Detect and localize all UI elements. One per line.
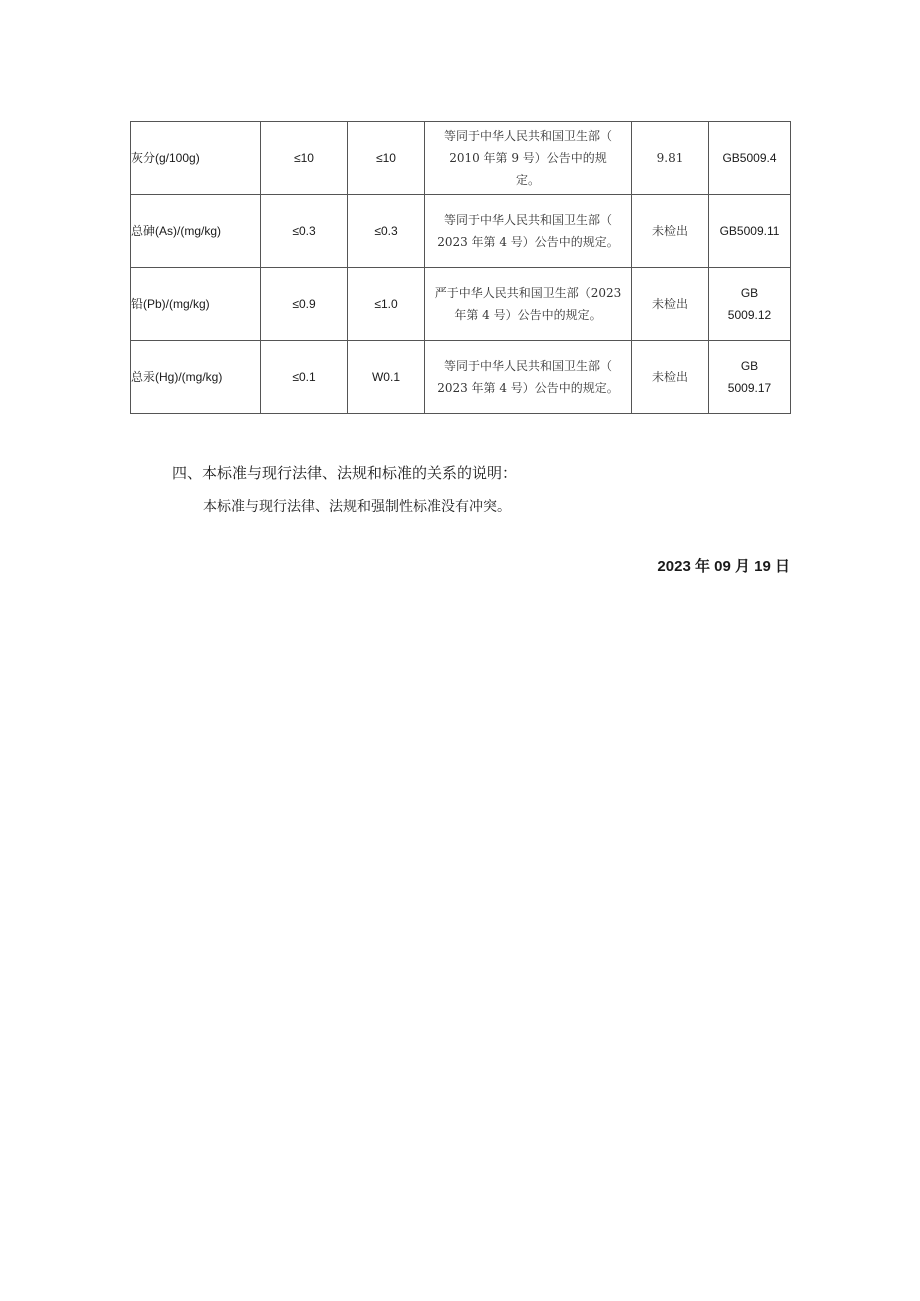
standard-cell-line: 等同于中华人民共和国卫生部（ [443,213,612,227]
standard-cell-line: 2023 年第 4 号）公告中的规定。 [437,381,619,395]
table-row [131,195,791,268]
standard-cell [425,195,632,268]
standard-cell-line: 等同于中华人民共和国卫生部（ [443,129,612,143]
method-cell-line: GB5009.4 [722,151,777,165]
table-row [131,122,791,195]
table-row [131,341,791,414]
standard-cell [425,268,632,341]
standard-cell-line: 2023 年第 4 号）公告中的规定。 [437,235,619,249]
limit2-cell: ≤0.3 [348,195,425,268]
standard-cell-line: 2010 年第 9 号）公告中的规 [449,151,607,165]
section-heading: 四、本标准与现行法律、法规和标准的关系的说明： [172,465,518,482]
limit2-cell: ≤1.0 [348,268,425,341]
standard-cell [425,341,632,414]
standard-cell-line: 定。 [515,173,540,187]
standard-cell-line: 严于中华人民共和国卫生部（2023 [434,286,622,300]
standard-cell-line: 等同于中华人民共和国卫生部（ [443,359,612,373]
limit1-cell: ≤0.3 [261,195,348,268]
result-cell: 未检出 [632,268,709,341]
method-cell-line: GB [740,286,759,300]
method-cell [709,195,791,268]
section-body: 本标准与现行法律、法规和强制性标准没有冲突。 [203,499,511,515]
method-cell-line: 5009.12 [727,308,772,322]
limit1-cell: ≤10 [261,122,348,195]
method-cell-line: GB [740,359,759,373]
standard-cell-line: 年第 4 号）公告中的规定。 [454,308,602,322]
result-cell: 未检出 [632,195,709,268]
limit1-cell: ≤0.9 [261,268,348,341]
item-cell: 铅(Pb)/(mg/kg) [131,268,261,341]
method-cell [709,268,791,341]
method-cell-line: 5009.17 [727,381,772,395]
limit2-cell: W0.1 [348,341,425,414]
indicator-table [130,121,791,414]
standard-cell [425,122,632,195]
document-date: 2023 年 09 月 19 日 [657,558,790,575]
item-cell: 总汞(Hg)/(mg/kg) [131,341,261,414]
limit2-cell: ≤10 [348,122,425,195]
method-cell-line: GB5009.11 [719,224,780,238]
method-cell [709,341,791,414]
method-cell [709,122,791,195]
result-cell: 9.81 [632,122,709,195]
item-cell: 灰分(g/100g) [131,122,261,195]
limit1-cell: ≤0.1 [261,341,348,414]
result-cell: 未检出 [632,341,709,414]
item-cell: 总砷(As)/(mg/kg) [131,195,261,268]
table-row [131,268,791,341]
